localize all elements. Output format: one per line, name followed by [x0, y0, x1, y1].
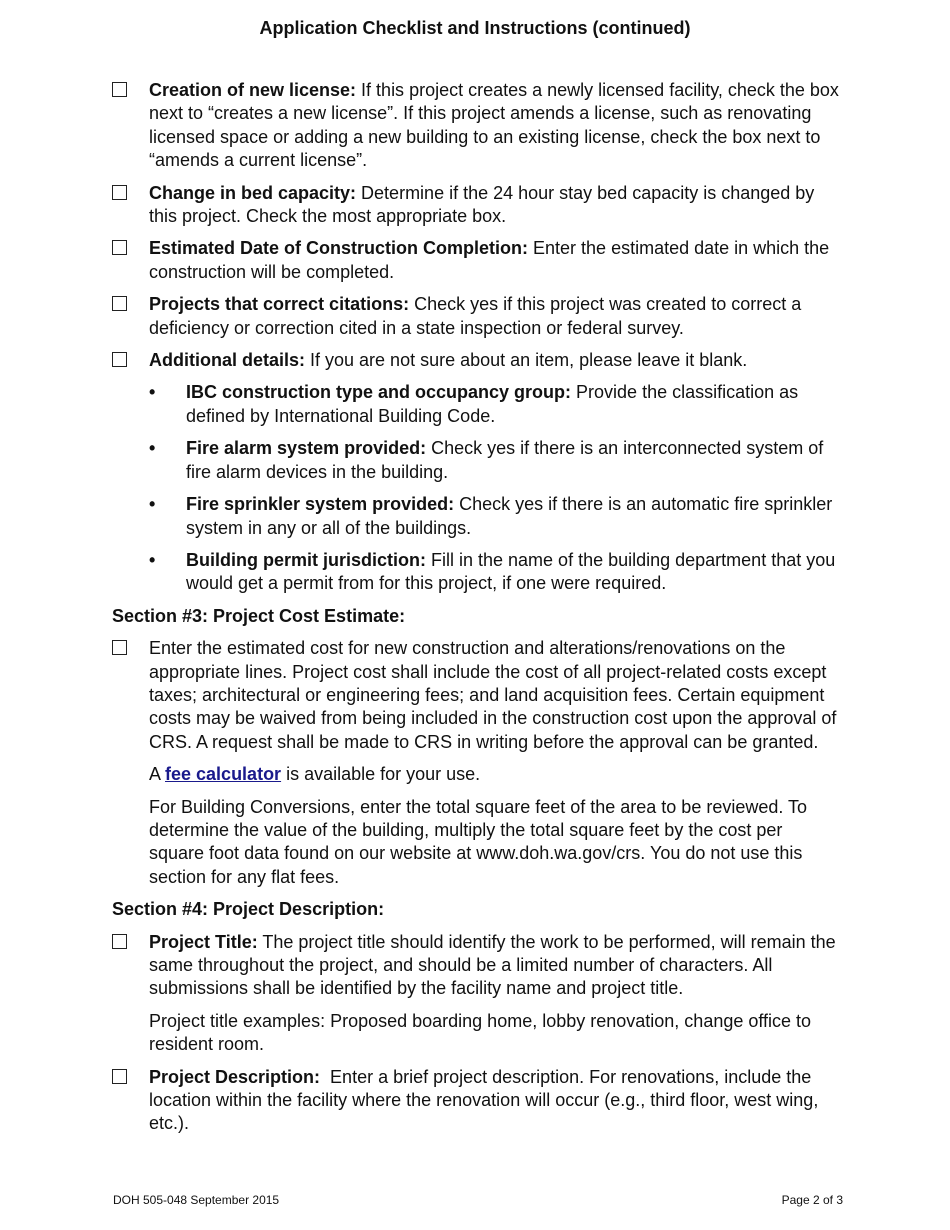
item-label: Estimated Date of Construction Completion:	[149, 238, 529, 259]
bullet-text: Check yes if there is an interconnected system of fire alarm devices in the building.	[186, 438, 824, 482]
fee-calculator-paragraph	[112, 763, 842, 786]
section-4-heading: Section #4: Project Description:	[112, 899, 385, 920]
bullet-dot: •	[149, 494, 156, 515]
checkbox-cost-estimate[interactable]	[112, 640, 127, 655]
checkbox-project-description[interactable]	[112, 1069, 127, 1084]
bullet-label: Fire sprinkler system provided:	[186, 494, 455, 515]
checklist-item-citations	[112, 293, 842, 340]
item-text: If this project creates a newly licensed facility, check the box next to “creates a new license”. If this project amends a license, such as renovating licensed space or adding a new building to an existing license, check the box next to “amends a current license”.	[149, 80, 839, 171]
item-text: Enter a brief project description. For renovations, include the location within the facility where the renovation will occur (e.g., third floor, west wing, etc.).	[149, 1066, 824, 1134]
checkbox-project-title[interactable]	[112, 934, 127, 949]
bullet-label: Building permit jurisdiction:	[186, 549, 426, 570]
checklist-item-additional-details	[112, 349, 842, 372]
item-text: Determine if the 24 hour stay bed capacity is changed by this project. Check the most appropriate box.	[149, 182, 815, 227]
item-label: Additional details:	[149, 350, 306, 371]
item-text: Check yes if this project was created to correct a deficiency or correction cited in a state inspection or federal survey.	[149, 294, 802, 338]
bullet-text: Provide the classification as defined by International Building Code.	[186, 382, 799, 426]
building-conversions-paragraph: For Building Conversions, enter the total square feet of the area to be reviewed. To determine the value of the building, multiply the total square feet by the cost per square foot data found on our website at www.doh.wa.gov/crs. You do not use this section for any flat fees.	[149, 796, 808, 887]
bullet-dot: •	[149, 549, 156, 570]
checkbox-additional-details[interactable]	[112, 352, 127, 367]
item-label: Projects that correct citations:	[149, 294, 410, 315]
section-3-heading: Section #3: Project Cost Estimate:	[112, 605, 406, 626]
item-text: Enter the estimated date in which the construction will be completed.	[149, 238, 830, 282]
item-label: Change in bed capacity:	[149, 182, 357, 203]
bullet-fire-alarm	[112, 437, 842, 484]
item-label: Project Description:	[149, 1066, 321, 1087]
checklist-content	[112, 79, 842, 1145]
checkbox-new-license[interactable]	[112, 82, 127, 97]
bullet-fire-sprinkler	[112, 493, 842, 540]
checkbox-citations[interactable]	[112, 296, 127, 311]
checklist-item-new-license	[112, 79, 842, 173]
bullet-label: Fire alarm system provided:	[186, 438, 427, 459]
checklist-item-project-description	[112, 1066, 842, 1136]
item-text: The project title should identify the work to be performed, will remain the same throughout the project, and should be a limited number of characters. All submissions shall be identified by the facility name and project title.	[149, 931, 836, 999]
checklist-item-cost-estimate	[112, 637, 842, 754]
fee-prefix: A	[149, 764, 166, 785]
fee-suffix: is available for your use.	[281, 764, 481, 785]
bullet-text: Check yes if there is an automatic fire sprinkler system in any or all of the buildings.	[186, 494, 833, 538]
page-footer	[113, 1193, 843, 1207]
page-title: Application Checklist and Instructions (continued)	[259, 18, 691, 38]
item-text: Enter the estimated cost for new construction and alterations/renovations on the appropriate lines. Project cost shall include the cost of all project-related costs except taxes; architectural or engineering fees; and land acquisition fees. Certain equipment costs may be waived from being included in the construction cost upon the approval of CRS. A request shall be made to CRS in writing before the approval can be granted.	[149, 638, 837, 752]
bullet-label: IBC construction type and occupancy group:	[186, 382, 572, 403]
fee-calculator-link[interactable]: fee calculator	[165, 764, 282, 785]
project-title-examples: Project title examples: Proposed boarding home, lobby renovation, change office to resident room.	[149, 1010, 812, 1055]
bullet-dot: •	[149, 382, 156, 403]
item-label: Creation of new license:	[149, 80, 357, 100]
page-number: Page 2 of 3	[781, 1193, 843, 1207]
bullet-text: Fill in the name of the building department that you would get a permit from for this project, if one were required.	[186, 549, 836, 594]
additional-details-list	[112, 381, 842, 595]
bullet-ibc	[112, 381, 842, 428]
item-label: Project Title:	[149, 931, 258, 952]
item-text: If you are not sure about an item, please leave it blank.	[305, 350, 748, 371]
checkbox-completion-date[interactable]	[112, 240, 127, 255]
checkbox-bed-capacity[interactable]	[112, 185, 127, 200]
form-number: DOH 505-048 September 2015	[113, 1193, 280, 1207]
checklist-item-project-title	[112, 931, 842, 1001]
bullet-permit-jurisdiction	[112, 549, 842, 596]
checklist-item-completion-date	[112, 237, 842, 284]
checklist-item-bed-capacity	[112, 182, 842, 229]
bullet-dot: •	[149, 438, 156, 459]
